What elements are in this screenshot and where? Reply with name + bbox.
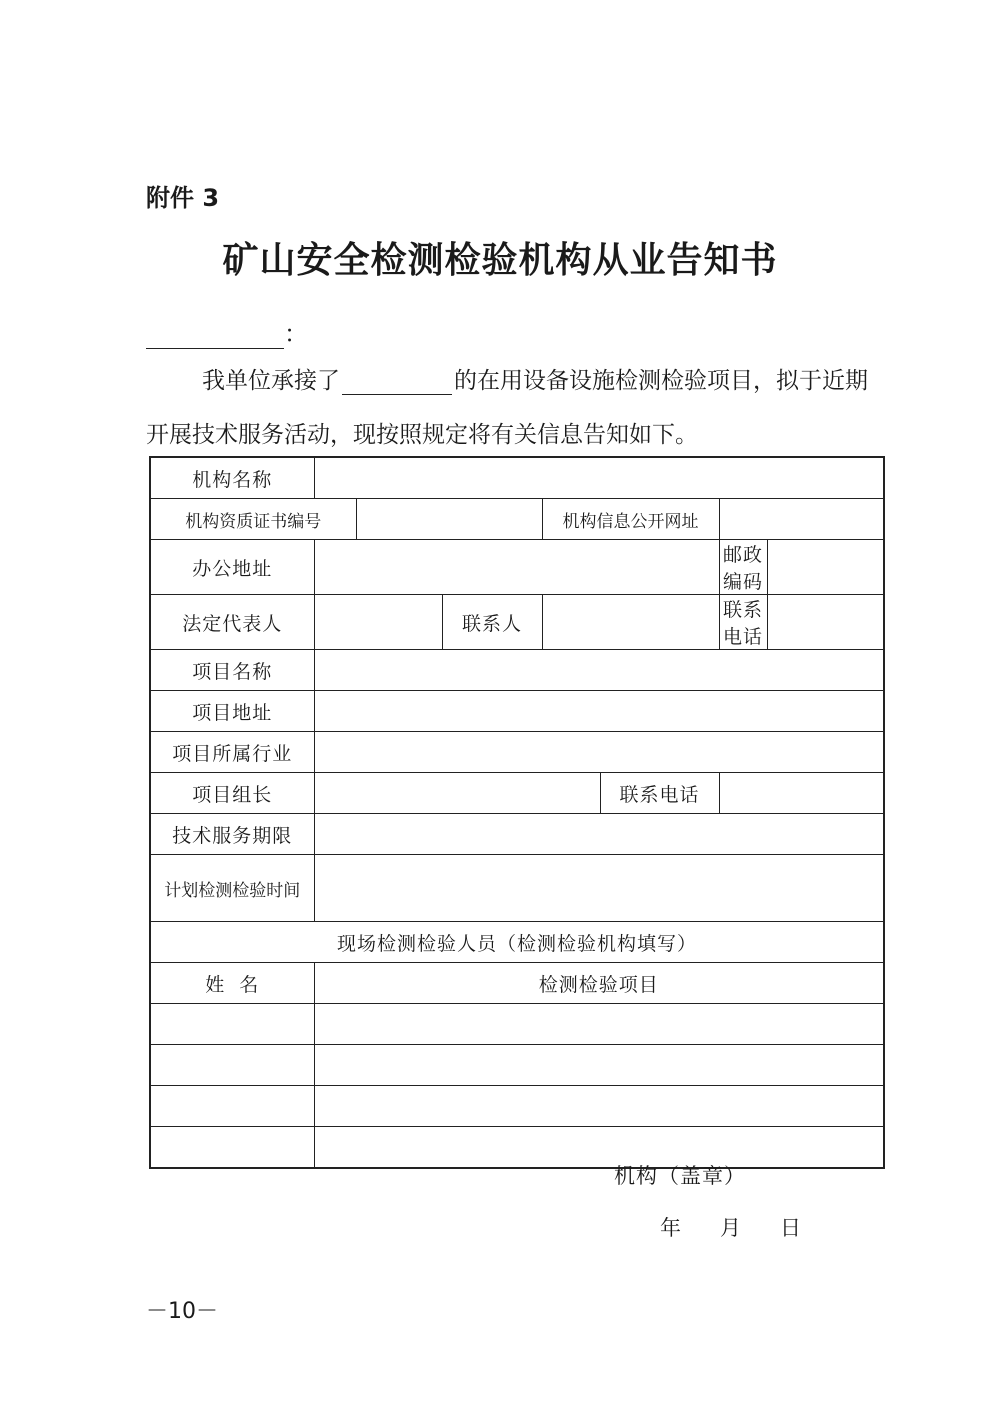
- date-line: [660, 1212, 840, 1242]
- staff-row: [150, 1086, 884, 1127]
- staff-item-cell[interactable]: [314, 1045, 884, 1086]
- addressee-blank[interactable]: [146, 326, 284, 349]
- label-org-name: 机构名称: [150, 457, 314, 499]
- staff-item-cell[interactable]: [314, 1086, 884, 1127]
- label-office-addr: 办公地址: [150, 540, 314, 595]
- field-cert-no[interactable]: [356, 499, 542, 540]
- field-service-period[interactable]: [314, 814, 884, 855]
- row-cert: [150, 499, 884, 540]
- field-leader-phone[interactable]: [719, 773, 884, 814]
- paragraph-2: 开展技术服务活动，现按照规定将有关信息告知如下。: [146, 422, 698, 448]
- staff-row: [150, 1127, 884, 1169]
- label-postal-code: 邮政编码: [719, 540, 767, 595]
- staff-name-cell[interactable]: [150, 1086, 314, 1127]
- notice-form-table: [149, 456, 885, 1169]
- field-project-name[interactable]: [314, 650, 884, 691]
- col-header-name: 姓 名: [150, 963, 314, 1004]
- field-postal-code[interactable]: [767, 540, 884, 595]
- staff-name-cell[interactable]: [150, 1045, 314, 1086]
- row-org-name: [150, 457, 884, 499]
- project-blank[interactable]: [342, 372, 452, 395]
- field-planned-time[interactable]: [314, 855, 884, 922]
- staff-item-cell[interactable]: [314, 1127, 884, 1169]
- attachment-label: 附件 3: [146, 184, 220, 212]
- row-project-leader: [150, 773, 884, 814]
- staff-name-cell[interactable]: [150, 1127, 314, 1169]
- label-project-leader: 项目组长: [150, 773, 314, 814]
- row-office: [150, 540, 884, 595]
- staff-row: [150, 1045, 884, 1086]
- field-contact-phone[interactable]: [767, 595, 884, 650]
- addressee-colon: ：: [284, 320, 308, 348]
- para1-text-a: 我单位承接了: [202, 368, 340, 394]
- label-cert-no: 机构资质证书编号: [150, 499, 356, 540]
- label-project-name: 项目名称: [150, 650, 314, 691]
- document-title: 矿山安全检测检验机构从业告知书: [222, 239, 778, 281]
- date-year: 年: [660, 1216, 681, 1240]
- paragraph-1: [146, 362, 868, 395]
- row-project-industry: [150, 732, 884, 773]
- row-planned-time: [150, 855, 884, 922]
- label-planned-time: 计划检测检验时间: [150, 855, 314, 922]
- label-project-addr: 项目地址: [150, 691, 314, 732]
- org-stamp-label: 机构（盖章）: [614, 1164, 746, 1188]
- field-legal-rep[interactable]: [314, 595, 442, 650]
- row-staff-section: [150, 922, 884, 963]
- label-project-industry: 项目所属行业: [150, 732, 314, 773]
- label-legal-rep: 法定代表人: [150, 595, 314, 650]
- row-staff-header: [150, 963, 884, 1004]
- staff-item-cell[interactable]: [314, 1004, 884, 1045]
- field-org-name[interactable]: [314, 457, 884, 499]
- field-info-url[interactable]: [719, 499, 884, 540]
- para1-text-b: 的在用设备设施检测检验项目，拟于近期: [454, 368, 868, 394]
- field-office-addr[interactable]: [314, 540, 719, 595]
- col-header-item: 检测检验项目: [314, 963, 884, 1004]
- label-info-url: 机构信息公开网址: [542, 499, 719, 540]
- label-contact: 联系人: [442, 595, 542, 650]
- field-project-addr[interactable]: [314, 691, 884, 732]
- date-month: 月: [720, 1216, 741, 1240]
- field-project-industry[interactable]: [314, 732, 884, 773]
- row-service-period: [150, 814, 884, 855]
- label-leader-phone: 联系电话: [600, 773, 719, 814]
- addressee-line: [146, 314, 308, 349]
- label-service-period: 技术服务期限: [150, 814, 314, 855]
- row-legal: [150, 595, 884, 650]
- label-contact-phone: 联系电话: [719, 595, 767, 650]
- staff-section-heading: 现场检测检验人员（检测检验机构填写）: [150, 922, 884, 963]
- staff-row: [150, 1004, 884, 1045]
- field-project-leader[interactable]: [314, 773, 600, 814]
- row-project-addr: [150, 691, 884, 732]
- page-number: －10－: [146, 1299, 218, 1324]
- field-contact[interactable]: [542, 595, 719, 650]
- row-project-name: [150, 650, 884, 691]
- staff-name-cell[interactable]: [150, 1004, 314, 1045]
- date-day: 日: [780, 1216, 801, 1240]
